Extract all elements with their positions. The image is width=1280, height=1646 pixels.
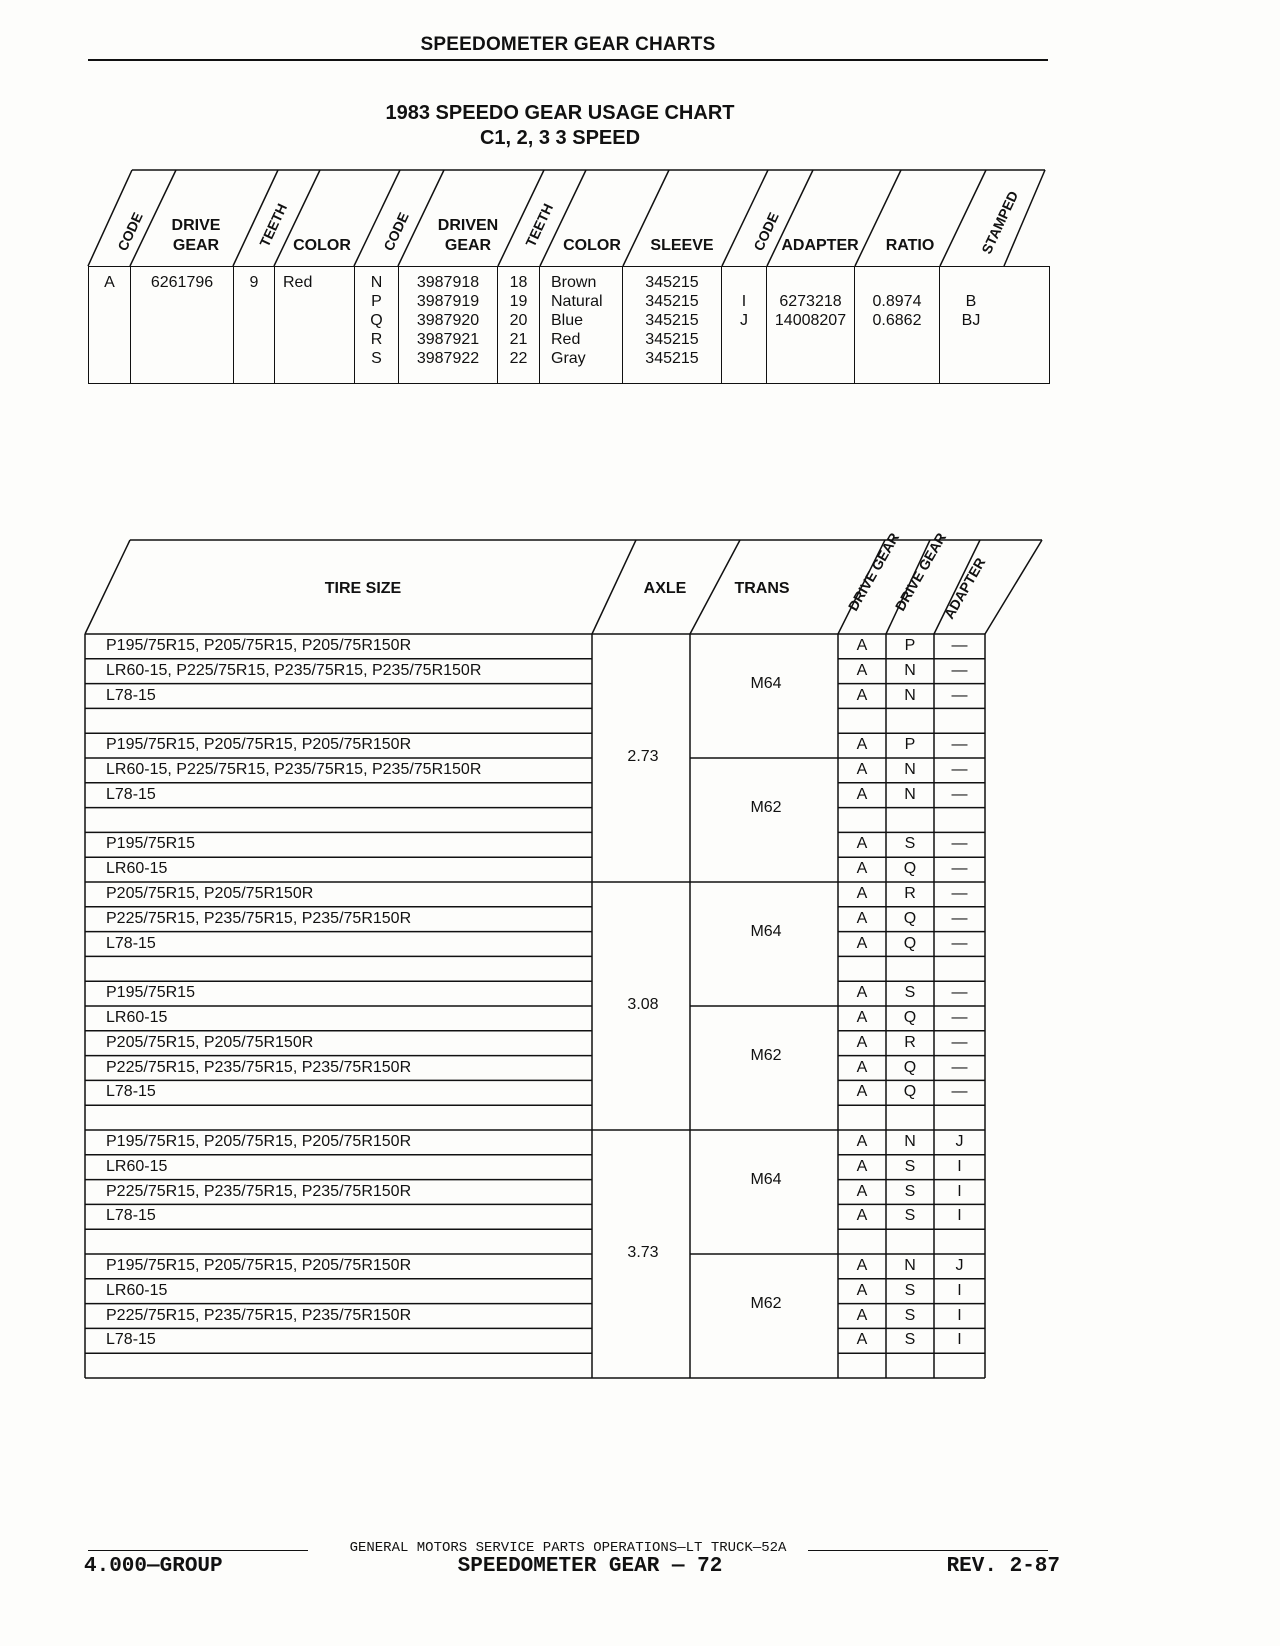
driven-gear-number: 3987922	[416, 350, 480, 367]
adapter-gear-code-cell: —	[951, 1058, 968, 1076]
driven-gear-code-cell: Q	[903, 1009, 917, 1026]
ratio-value: 0.8974	[872, 293, 922, 310]
driven-gear-code-cell: Q	[903, 934, 917, 952]
adapter-number: 6273218	[779, 293, 842, 310]
tire-size-cell: P195/75R15, P205/75R15, P205/75R150R	[106, 736, 412, 754]
drive-gear-code-cell: A	[856, 909, 868, 927]
sleeve-number: 345215	[645, 293, 699, 310]
adapter-code: J	[740, 312, 748, 329]
drive-gear-code-cell: A	[856, 1182, 868, 1200]
transmission-label: M62	[750, 799, 782, 817]
stamped-value: BJ	[961, 312, 981, 329]
footer-rule-right	[808, 1550, 1048, 1551]
tire-size-cell: P225/75R15, P235/75R15, P235/75R150R	[106, 1058, 412, 1076]
tire-size-cell: LR60-15, P225/75R15, P235/75R15, P235/75R150R	[106, 761, 482, 778]
tire-size-cell: P195/75R15, P205/75R15, P205/75R150R	[106, 1257, 412, 1274]
driven-gear-code-cell: S	[904, 1331, 916, 1349]
usage-hdr-stamped: STAMPED	[978, 188, 1022, 257]
drive-gear-code-cell: A	[856, 686, 868, 704]
drive-gear-code-cell: A	[856, 785, 868, 803]
driven-gear-code-cell: N	[904, 785, 916, 803]
drive-gear-code-cell: A	[856, 736, 868, 754]
tire-size-cell: P205/75R15, P205/75R150R	[106, 1033, 314, 1051]
transmission-label: M64	[750, 1171, 782, 1189]
adapter-gear-code-cell: —	[951, 686, 968, 704]
drive-gear-code-cell: A	[856, 1157, 868, 1175]
tire-size-cell: P195/75R15	[106, 984, 195, 1002]
tire-hdr-tire-size: TIRE SIZE	[324, 580, 402, 597]
tire-size-cell: P195/75R15, P205/75R15, P205/75R150R	[106, 1133, 412, 1150]
driven-gear-code-cell: S	[904, 1182, 916, 1200]
transmission-label: M62	[750, 1047, 782, 1065]
tire-hdr-axle: AXLE	[643, 580, 687, 597]
driven-gear-code-cell: Q	[903, 909, 917, 927]
adapter-gear-code-cell: —	[951, 785, 968, 803]
tire-hdr-adapter: ADAPTER	[940, 554, 989, 622]
drive-gear-code-cell: A	[856, 1331, 868, 1349]
footer-revision: REV. 2-87	[946, 1555, 1060, 1578]
adapter-gear-code-cell: J	[955, 1133, 964, 1150]
axle-ratio-label: 3.08	[627, 996, 659, 1013]
footer-center-line: GENERAL MOTORS SERVICE PARTS OPERATIONS—LT TRUCK—52A	[349, 1540, 787, 1556]
tire-size-cell: L78-15	[106, 1207, 156, 1225]
driven-gear-code-cell: S	[904, 1207, 916, 1225]
drive-gear-code-cell: A	[856, 934, 868, 952]
tire-hdr-driven-gear: DRIVE GEAR	[891, 530, 950, 614]
driven-teeth: 22	[509, 350, 528, 367]
footer-page-number: SPEEDOMETER GEAR — 72	[457, 1555, 723, 1578]
drive-gear-code-cell: A	[856, 984, 868, 1002]
driven-gear-code-cell: N	[904, 686, 916, 704]
sleeve-number: 345215	[645, 274, 699, 291]
driven-code: N	[370, 274, 383, 291]
adapter-code: I	[741, 293, 747, 310]
drive-gear-code-cell: A	[856, 1083, 868, 1101]
usage-hdr-teeth2: TEETH	[522, 200, 557, 250]
transmission-label: M62	[750, 1295, 782, 1313]
adapter-gear-code-cell: —	[951, 661, 968, 679]
driven-gear-code-cell: R	[904, 885, 916, 902]
driven-code: Q	[370, 312, 383, 329]
tire-size-cell: P205/75R15, P205/75R150R	[106, 885, 314, 902]
drive-gear-code-cell: A	[856, 885, 868, 902]
drive-teeth: 9	[249, 274, 259, 291]
driven-code: R	[370, 331, 383, 348]
driven-color: Blue	[551, 312, 584, 329]
chart-title-line2: C1, 2, 3 3 SPEED	[479, 127, 641, 149]
drive-code: A	[104, 274, 115, 291]
drive-gear-code-cell: A	[856, 637, 868, 654]
driven-gear-code-cell: Q	[903, 1083, 917, 1101]
driven-gear-code-cell: P	[904, 736, 916, 754]
axle-ratio-label: 2.73	[627, 748, 659, 765]
transmission-label: M64	[750, 923, 782, 941]
driven-teeth: 20	[509, 312, 528, 329]
axle-ratio-label: 3.73	[627, 1244, 659, 1261]
driven-gear-code-cell: S	[904, 1157, 916, 1175]
tire-size-cell: L78-15	[106, 785, 156, 803]
adapter-gear-code-cell: —	[951, 934, 968, 952]
usage-hdr-adapter: ADAPTER	[781, 237, 859, 254]
drive-gear-code-cell: A	[856, 835, 868, 853]
adapter-gear-code-cell: —	[951, 1083, 968, 1101]
driven-teeth: 19	[509, 293, 528, 310]
driven-color: Red	[551, 331, 581, 348]
driven-code: S	[371, 350, 382, 367]
driven-gear-code-cell: Q	[903, 860, 917, 878]
tire-hdr-drive-gear: DRIVE GEAR	[844, 530, 903, 614]
page-header-title: SPEEDOMETER GEAR CHARTS	[420, 34, 716, 55]
adapter-gear-code-cell: I	[957, 1207, 962, 1225]
usage-hdr-driven-1: DRIVEN	[437, 217, 499, 234]
drive-gear-code-cell: A	[856, 1281, 868, 1299]
tire-size-cell: LR60-15	[106, 1157, 168, 1175]
adapter-gear-code-cell: —	[951, 637, 968, 654]
driven-gear-number: 3987919	[416, 293, 480, 310]
tire-size-cell: L78-15	[106, 1083, 156, 1101]
usage-hdr-teeth1: TEETH	[256, 200, 291, 250]
usage-hdr-code2: CODE	[380, 209, 412, 254]
driven-gear-code-cell: N	[904, 1257, 916, 1274]
tire-size-cell: LR60-15	[106, 1281, 168, 1299]
tire-size-cell: LR60-15	[106, 1009, 168, 1026]
tire-size-cell: L78-15	[106, 686, 156, 704]
adapter-gear-code-cell: J	[955, 1257, 964, 1274]
drive-gear-code-cell: A	[856, 1133, 868, 1150]
tire-size-cell: P225/75R15, P235/75R15, P235/75R150R	[106, 1306, 412, 1324]
adapter-gear-code-cell: —	[951, 1009, 968, 1026]
driven-gear-code-cell: P	[904, 637, 916, 654]
adapter-gear-code-cell: —	[951, 736, 968, 754]
tire-size-cell: LR60-15, P225/75R15, P235/75R15, P235/75R150R	[106, 661, 482, 679]
usage-hdr-driven-2: GEAR	[444, 237, 492, 254]
drive-gear-code-cell: A	[856, 1306, 868, 1324]
adapter-gear-code-cell: —	[951, 761, 968, 778]
tire-size-cell: L78-15	[106, 934, 156, 952]
driven-gear-code-cell: S	[904, 984, 916, 1002]
driven-teeth: 21	[509, 331, 528, 348]
adapter-gear-code-cell: —	[951, 835, 968, 853]
stamped-value: B	[965, 293, 977, 310]
driven-gear-code-cell: N	[904, 1133, 916, 1150]
drive-gear-code-cell: A	[856, 661, 868, 679]
adapter-gear-code-cell: I	[957, 1331, 962, 1349]
drive-gear-code-cell: A	[856, 860, 868, 878]
adapter-gear-code-cell: —	[951, 909, 968, 927]
tire-size-cell: P225/75R15, P235/75R15, P235/75R150R	[106, 1182, 412, 1200]
adapter-number: 14008207	[774, 312, 847, 329]
adapter-gear-code-cell: —	[951, 860, 968, 878]
adapter-gear-code-cell: —	[951, 1033, 968, 1051]
usage-hdr-color1: COLOR	[293, 237, 351, 254]
tire-size-cell: P195/75R15	[106, 835, 195, 853]
sleeve-number: 345215	[645, 350, 699, 367]
usage-hdr-color2: COLOR	[563, 237, 621, 254]
driven-gear-code-cell: R	[904, 1033, 916, 1051]
tire-size-cell: L78-15	[106, 1331, 156, 1349]
footer-group: 4.000—GROUP	[84, 1555, 223, 1578]
driven-gear-number: 3987918	[416, 274, 480, 291]
usage-hdr-drive-1: DRIVE	[171, 217, 221, 234]
driven-color: Brown	[551, 274, 597, 291]
ratio-value: 0.6862	[872, 312, 922, 329]
transmission-label: M64	[750, 675, 782, 693]
usage-hdr-ratio: RATIO	[885, 237, 935, 254]
driven-gear-code-cell: S	[904, 1306, 916, 1324]
chart-title-line1: 1983 SPEEDO GEAR USAGE CHART	[385, 102, 735, 124]
drive-gear-number: 6261796	[150, 274, 214, 291]
adapter-gear-code-cell: —	[951, 984, 968, 1002]
tire-hdr-trans: TRANS	[734, 580, 790, 597]
driven-teeth: 18	[509, 274, 528, 291]
drive-gear-code-cell: A	[856, 761, 868, 778]
sleeve-number: 345215	[645, 331, 699, 348]
adapter-gear-code-cell: I	[957, 1182, 962, 1200]
driven-code: P	[371, 293, 382, 310]
drive-gear-code-cell: A	[856, 1058, 868, 1076]
usage-hdr-drive-2: GEAR	[172, 237, 220, 254]
drive-gear-code-cell: A	[856, 1033, 868, 1051]
drive-color: Red	[283, 274, 313, 291]
tire-size-cell: LR60-15	[106, 860, 168, 878]
tire-size-cell: P195/75R15, P205/75R15, P205/75R150R	[106, 637, 412, 654]
driven-gear-code-cell: S	[904, 1281, 916, 1299]
drive-gear-code-cell: A	[856, 1009, 868, 1026]
adapter-gear-code-cell: I	[957, 1157, 962, 1175]
drive-gear-code-cell: A	[856, 1207, 868, 1225]
sleeve-number: 345215	[645, 312, 699, 329]
driven-gear-code-cell: S	[904, 835, 916, 853]
usage-hdr-sleeve: SLEEVE	[650, 237, 714, 254]
usage-hdr-code1: CODE	[114, 209, 146, 254]
driven-gear-code-cell: Q	[903, 1058, 917, 1076]
driven-gear-code-cell: N	[904, 761, 916, 778]
adapter-gear-code-cell: I	[957, 1306, 962, 1324]
driven-color: Natural	[551, 293, 603, 310]
usage-hdr-code3: CODE	[750, 209, 782, 254]
driven-color: Gray	[551, 350, 586, 367]
drive-gear-code-cell: A	[856, 1257, 868, 1274]
adapter-gear-code-cell: —	[951, 885, 968, 902]
driven-gear-number: 3987920	[416, 312, 480, 329]
adapter-gear-code-cell: I	[957, 1281, 962, 1299]
driven-gear-number: 3987921	[416, 331, 480, 348]
driven-gear-code-cell: N	[904, 661, 916, 679]
tire-size-cell: P225/75R15, P235/75R15, P235/75R150R	[106, 909, 412, 927]
